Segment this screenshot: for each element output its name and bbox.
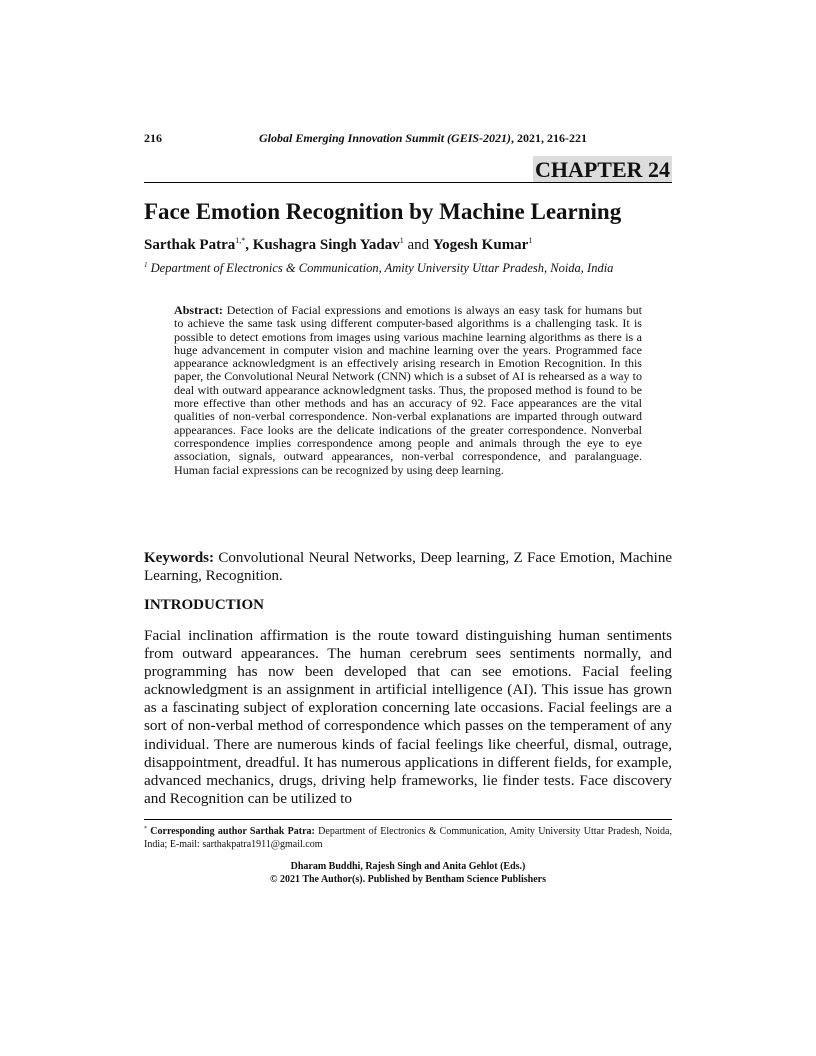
- page-number: 216: [144, 131, 162, 145]
- affiliation: [144, 261, 613, 276]
- abstract: [174, 304, 642, 477]
- footnote-label: Corresponding author Sarthak Patra:: [147, 826, 315, 837]
- footnote-divider: [144, 819, 672, 820]
- introduction-paragraph: Facial inclination affirmation is the route toward distinguishing human sentiments from outward appearances. The human cerebrum sees sentiments normally, and programming has now been developed that can see emotions. Facial feeling acknowledgment is an assignment in artificial intelligence (AI). This issue has grown as a fascinating subject of exploration concerning late occasions. Facial feelings are a sort of non-verbal method of correspondence which passes on the temperament of any individual. There are numerous kinds of facial feelings like cheerful, dismal, outrage, disappointment, dreadful. It has numerous applications in different fields, for example, advanced mechanics, drugs, driving help frameworks, lie finder tests. Face discovery and Recognition can be utilized to: [144, 627, 672, 807]
- journal-name: Global Emerging Innovation Summit (GEIS-2021): [259, 131, 512, 145]
- copyright-line: © 2021 The Author(s). Published by Bentham Science Publishers: [270, 874, 546, 885]
- abstract-label: Abstract:: [174, 303, 223, 317]
- affiliation-text: Department of Electronics & Communication, Amity University Uttar Pradesh, Noida, India: [147, 261, 614, 275]
- paper-title: Face Emotion Recognition by Machine Learning: [144, 199, 622, 224]
- abstract-text: Detection of Facial expressions and emotions is always an easy task for humans but to achieve the same task using different computer-based algorithms is a challenging task. It is possible to detect emotions from images using various machine learning algorithms as there is a huge advancement in computer vision and machine learning over the years. Programmed face appearance acknowledgment is an effectively arising research in Emotion Recognition. In this paper, the Convolutional Neural Network (CNN) which is a subset of AI is rehearsed as a way to deal with outward appearance acknowledgment tasks. Thus, the proposed method is found to be more effective than other methods and has an accuracy of 92. Face appearances are the vital qualities of non-verbal correspondence. Non-verbal explanations are imparted through outward appearances. Face looks are the delicate indications of the greater correspondence. Nonverbal correspondence implies correspondence among people and animals through the eye to eye association, signals, outward appearances, non-verbal correspondence, and paralanguage. Human facial expressions can be recognized by using deep learning.: [174, 303, 642, 477]
- journal-citation: [259, 131, 587, 146]
- header-divider: [144, 182, 672, 183]
- keywords: [144, 549, 672, 585]
- author-separator: and: [403, 237, 433, 253]
- author-name: Yogesh Kumar: [432, 237, 529, 253]
- footnote-text: Department of Electronics & Communication, Amity University Uttar Pradesh, Noida, India; E-mail: sarthakpatra1911@gmail.com: [144, 826, 672, 850]
- publisher-info: [144, 860, 672, 886]
- footnote-mark: *: [144, 826, 147, 832]
- section-heading-introduction: INTRODUCTION: [144, 597, 265, 613]
- editors-line: Dharam Buddhi, Rajesh Singh and Anita Gehlot (Eds.): [290, 861, 526, 872]
- journal-year-pages: , 2021, 216-221: [511, 131, 588, 145]
- chapter-label: CHAPTER 24: [534, 157, 670, 182]
- author-affiliation-mark: 1: [399, 236, 404, 245]
- author-name: Sarthak Patra: [144, 237, 236, 253]
- footnote: [144, 823, 672, 851]
- author-list: [144, 236, 532, 254]
- author-name: Kushagra Singh Yadav: [252, 237, 400, 253]
- keywords-label: Keywords:: [144, 550, 214, 566]
- keywords-text: Convolutional Neural Networks, Deep learning, Z Face Emotion, Machine Learning, Recognition.: [144, 550, 672, 584]
- author-affiliation-mark: 1: [528, 236, 533, 245]
- author-affiliation-mark: 1,*: [235, 236, 246, 245]
- author-separator: ,: [245, 237, 253, 253]
- affiliation-mark: 1: [144, 261, 148, 269]
